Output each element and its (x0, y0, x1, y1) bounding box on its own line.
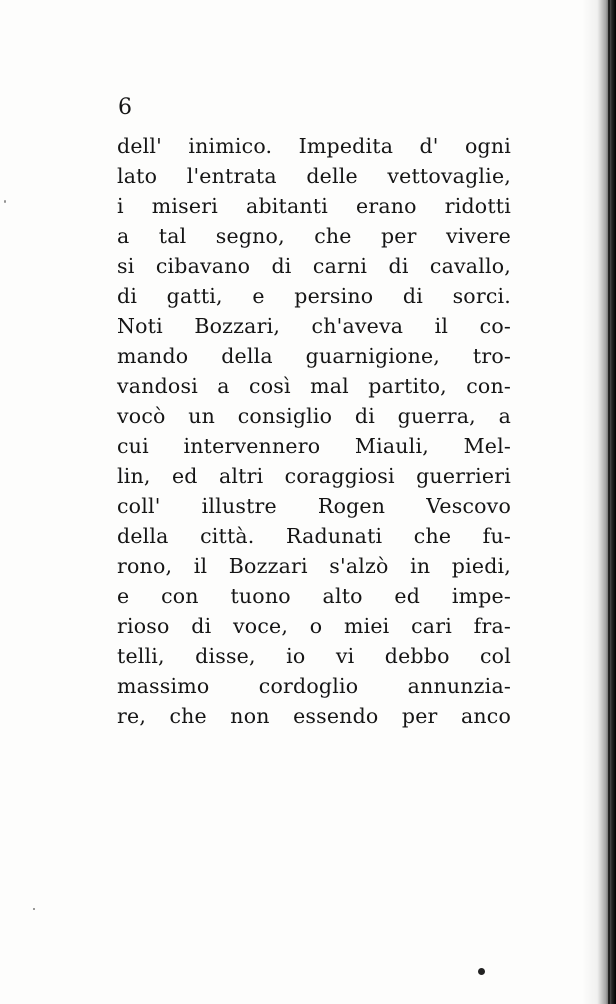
binding-gutter (582, 0, 616, 1004)
page-number: 6 (118, 95, 132, 120)
text-line: a tal segno, che per vivere (117, 224, 511, 248)
text-line: rono, il Bozzari s'alzò in piedi, (117, 554, 511, 578)
text-line: cui intervennero Miauli, Mel- (117, 434, 511, 458)
text-line: Noti Bozzari, ch'aveva il co- (117, 314, 511, 338)
text-line: vocò un consiglio di guerra, a (117, 404, 511, 428)
text-line: della città. Radunati che fu- (117, 524, 511, 548)
text-line: rioso di voce, o miei cari fra- (117, 614, 511, 638)
text-line: coll' illustre Rogen Vescovo (117, 494, 511, 518)
text-line: di gatti, e persino di sorci. (117, 284, 511, 308)
body-text (117, 131, 511, 731)
text-line: mando della guarnigione, tro- (117, 344, 511, 368)
ink-speck (478, 968, 485, 975)
page-edge (608, 0, 610, 1004)
text-line: dell' inimico. Impedita d' ogni (117, 134, 511, 158)
text-line: massimo cordoglio annunzia- (117, 674, 511, 698)
text-line: i miseri abitanti erano ridotti (117, 194, 511, 218)
text-line: vandosi a così mal partito, con- (117, 374, 511, 398)
text-line: re, che non essendo per anco (117, 704, 511, 728)
text-line: lin, ed altri coraggiosi guerrieri (117, 464, 511, 488)
text-line: lato l'entrata delle vettovaglie, (117, 164, 511, 188)
text-line: si cibavano di carni di cavallo, (117, 254, 511, 278)
text-line: e con tuono alto ed impe- (117, 584, 511, 608)
ink-speck (33, 908, 35, 910)
ink-speck (4, 200, 6, 203)
text-line: telli, disse, io vi debbo col (117, 644, 511, 668)
